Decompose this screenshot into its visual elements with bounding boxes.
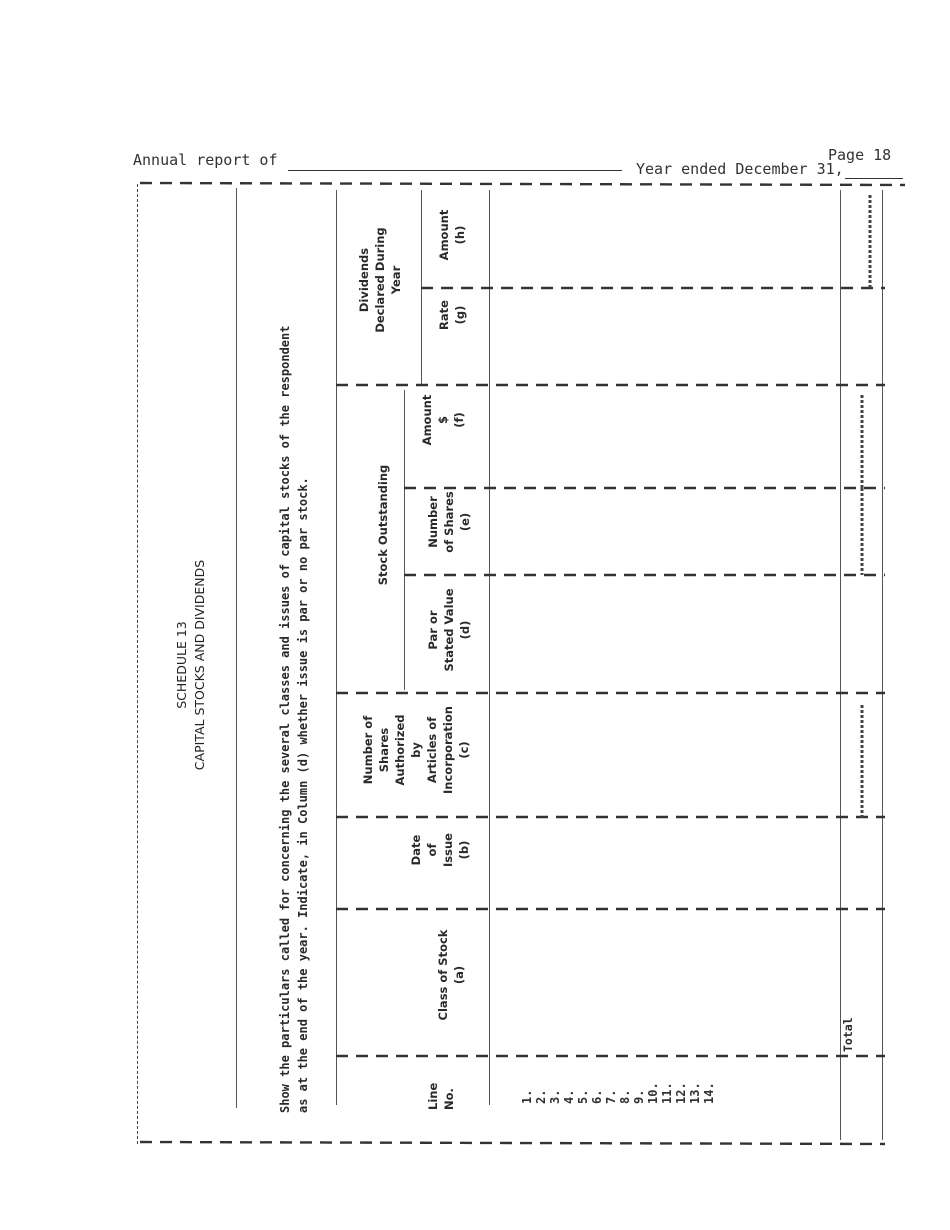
instructions-line-1: Show the particulars called for concerning the several classes and issues of capital stocks of the respondent [278, 325, 292, 1113]
num-shares-line-1: Number [426, 496, 440, 548]
instructions-line-2: as at the end of the year. Indicate, in Column (d) whether issue is par or no par stock. [296, 477, 310, 1113]
stock-outstanding-group-label: Stock Outstanding [376, 464, 390, 586]
num-shares-letter: (e) [458, 512, 472, 532]
rate-label: Rate [437, 300, 451, 330]
amount-f-letter: (f) [452, 412, 466, 428]
of-label: of [425, 843, 439, 857]
shares-auth-line-7: (c) [457, 741, 471, 759]
schedule-title: CAPITAL STOCKS AND DIVIDENDS [192, 559, 207, 771]
list-item: 2. [534, 1089, 548, 1104]
list-item: 7. [604, 1089, 618, 1104]
dividends-line-2: Declared During [373, 227, 387, 333]
list-item: 5. [576, 1089, 590, 1104]
shares-auth-line-4: by [409, 742, 423, 758]
rate-letter: (g) [453, 305, 467, 325]
class-of-stock-label: Class of Stock [436, 929, 450, 1021]
par-value-line-1: Par or [426, 610, 440, 650]
list-item: 6. [590, 1089, 604, 1104]
line-no-label-2: No. [442, 1088, 456, 1110]
amount-f-dollar: $ [436, 416, 450, 425]
list-item: 13. [688, 1082, 702, 1104]
shares-auth-line-5: Articles of [425, 716, 439, 784]
shares-auth-line-3: Authorized [393, 714, 407, 786]
list-item: 8. [618, 1089, 632, 1104]
dividends-line-3: Year [389, 265, 403, 295]
issue-label: Issue [441, 833, 455, 867]
class-of-stock-letter: (a) [452, 965, 466, 985]
annual-report-label: Annual report of [133, 151, 278, 169]
date-label: Date [409, 834, 423, 866]
amount-h-letter: (h) [453, 225, 467, 245]
total-label: Total [841, 1017, 855, 1052]
num-shares-line-2: of Shares [442, 491, 456, 553]
list-item: 9. [632, 1089, 646, 1104]
amount-f-line-1: Amount [420, 394, 434, 446]
line-no-label-1: Line [426, 1082, 440, 1110]
issue-letter: (b) [457, 840, 471, 860]
par-value-line-2: Stated Value [442, 588, 456, 672]
year-ended-label: Year ended December 31, [636, 160, 844, 178]
list-item: 11. [660, 1082, 674, 1104]
list-item: 14. [702, 1082, 716, 1104]
par-value-letter: (d) [458, 620, 472, 640]
list-item: 4. [562, 1089, 576, 1104]
amount-h-label: Amount [437, 209, 451, 261]
dividends-line-1: Dividends [357, 247, 371, 313]
list-item: 3. [548, 1089, 562, 1104]
list-item: 1. [520, 1089, 534, 1104]
bottom-rule [140, 1142, 885, 1144]
shares-auth-line-6: Incorporation [441, 706, 455, 794]
shares-auth-line-2: Shares [377, 727, 391, 773]
top-rule [140, 183, 905, 185]
list-item: 10. [646, 1082, 660, 1104]
page-number: Page 18 [828, 146, 892, 164]
schedule-number: SCHEDULE 13 [174, 621, 189, 709]
list-item: 12. [674, 1082, 688, 1104]
shares-auth-line-1: Number of [361, 715, 375, 785]
